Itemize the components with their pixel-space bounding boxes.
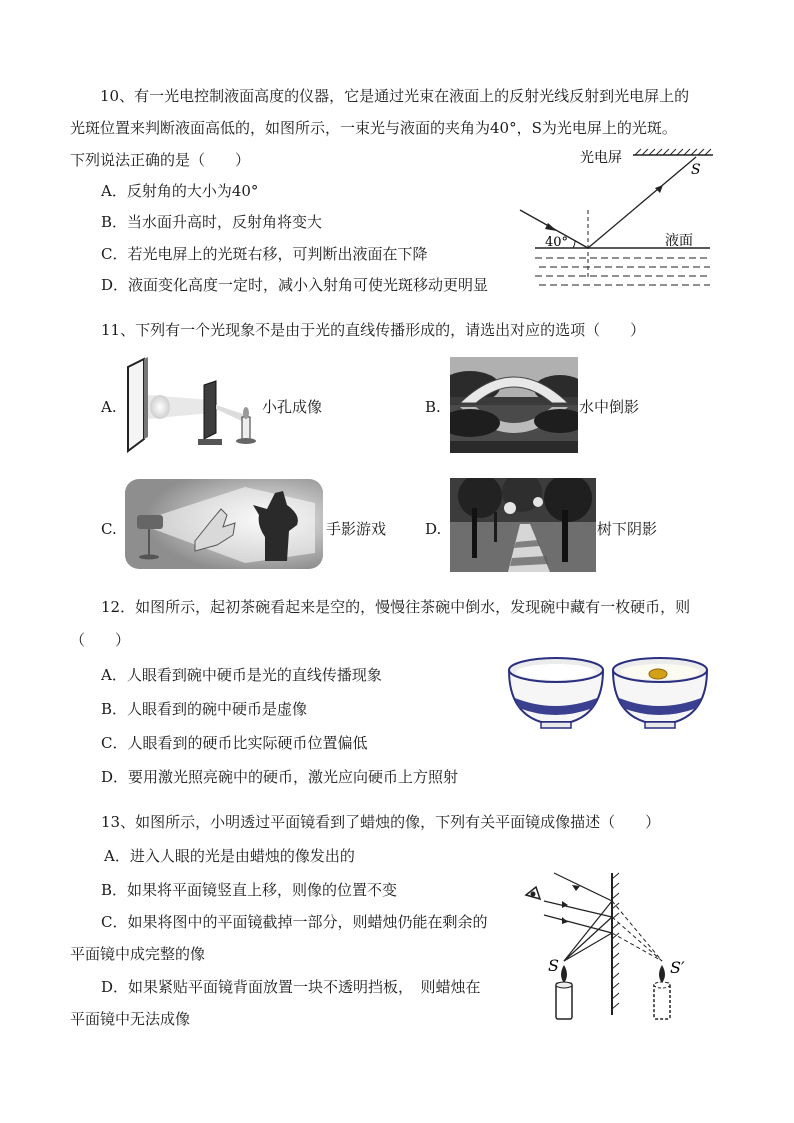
q11-option-d-caption: 树下阴影	[597, 520, 658, 538]
q10-stem-line3: 下列说法正确的是（ ）	[70, 151, 251, 169]
q11-option-c-letter: C.	[101, 520, 117, 538]
q11-option-d-letter: D.	[425, 520, 442, 538]
q12-empty-bowl	[509, 658, 603, 728]
q10-stem-line1: 10、有一光电控制液面高度的仪器，它是通过光束在液面上的反射光线反射到光电屏上的	[100, 87, 690, 105]
q12-stem-line1: 12．如图所示，起初茶碗看起来是空的，慢慢往茶碗中倒水，发现碗中藏有一枚硬币，则	[101, 598, 691, 616]
eye-icon	[526, 887, 540, 899]
q12-tea-bowls-figure	[505, 652, 713, 732]
q13-option-d-line1: D．如果紧贴平面镜背面放置一块不透明挡板， 则蜡烛在	[101, 978, 481, 996]
q11-option-a-letter: A.	[101, 398, 117, 416]
virtual-candle-icon	[654, 965, 670, 1019]
q10-liquid-label: 液面	[665, 233, 693, 249]
q11-option-c-caption: 手影游戏	[326, 520, 387, 538]
q13-option-c-line2: 平面镜中成完整的像	[70, 945, 206, 963]
q11-option-b-caption: 水中倒影	[579, 398, 640, 416]
q11-stem: 11、下列有一个光现象不是由于光的直线传播形成的，请选出对应的选项（ ）	[101, 321, 646, 339]
q12-bowl-with-coin	[613, 658, 707, 728]
q10-screen-label: 光电屏	[580, 150, 622, 166]
q12-stem-line2: （ ）	[70, 631, 131, 649]
q13-option-b: B．如果将平面镜竖直上移，则像的位置不变	[101, 881, 398, 899]
q10-light-screen-diagram	[515, 145, 720, 295]
q10-option-d: D．液面变化高度一定时，减小入射角可使光斑移动更明显	[101, 276, 489, 294]
q11-option-a-caption: 小孔成像	[262, 398, 323, 416]
q10-angle-label: 40°	[545, 235, 569, 250]
q12-option-d: D．要用激光照亮碗中的硬币，激光应向硬币上方照射	[101, 768, 459, 786]
q12-option-a: A．人眼看到碗中硬币是光的直线传播现象	[101, 666, 382, 684]
q11-option-b-letter: B.	[425, 398, 441, 416]
coin-icon	[649, 669, 667, 679]
q11-tree-shadow-photo	[450, 478, 596, 572]
q10-stem-line2: 光斑位置来判断液面高低的，如图所示，一束光与液面的夹角为40°，S为光电屏上的光斑。	[70, 119, 677, 137]
q12-option-b: B．人眼看到的碗中硬币是虚像	[101, 700, 308, 718]
q12-option-c: C．人眼看到的硬币比实际硬币位置偏低	[101, 734, 368, 752]
q11-hand-shadow-photo	[125, 479, 323, 569]
q13-option-d-line2: 平面镜中无法成像	[70, 1010, 191, 1028]
q13-option-a: A．进入人眼的光是由蜡烛的像发出的	[104, 847, 355, 865]
q13-option-c-line1: C．如果将图中的平面镜截掉一部分，则蜡烛仍能在剩余的	[101, 913, 488, 931]
q10-option-b: B．当水面升高时，反射角将变大	[101, 213, 323, 231]
q13-stem: 13、如图所示，小明透过平面镜看到了蜡烛的像，下列有关平面镜成像描述（ ）	[101, 813, 661, 831]
q11-pinhole-figure	[124, 355, 264, 455]
q13-plane-mirror-diagram	[522, 865, 702, 1025]
q10-spot-label: S	[691, 162, 701, 178]
q11-bridge-reflection-photo	[450, 357, 578, 453]
q13-image-label: S′	[670, 958, 685, 977]
q10-option-c: C．若光电屏上的光斑右移，可判断出液面在下降	[101, 245, 428, 263]
q10-option-a: A．反射角的大小为40°	[101, 182, 259, 200]
q13-object-label: S	[548, 956, 559, 975]
